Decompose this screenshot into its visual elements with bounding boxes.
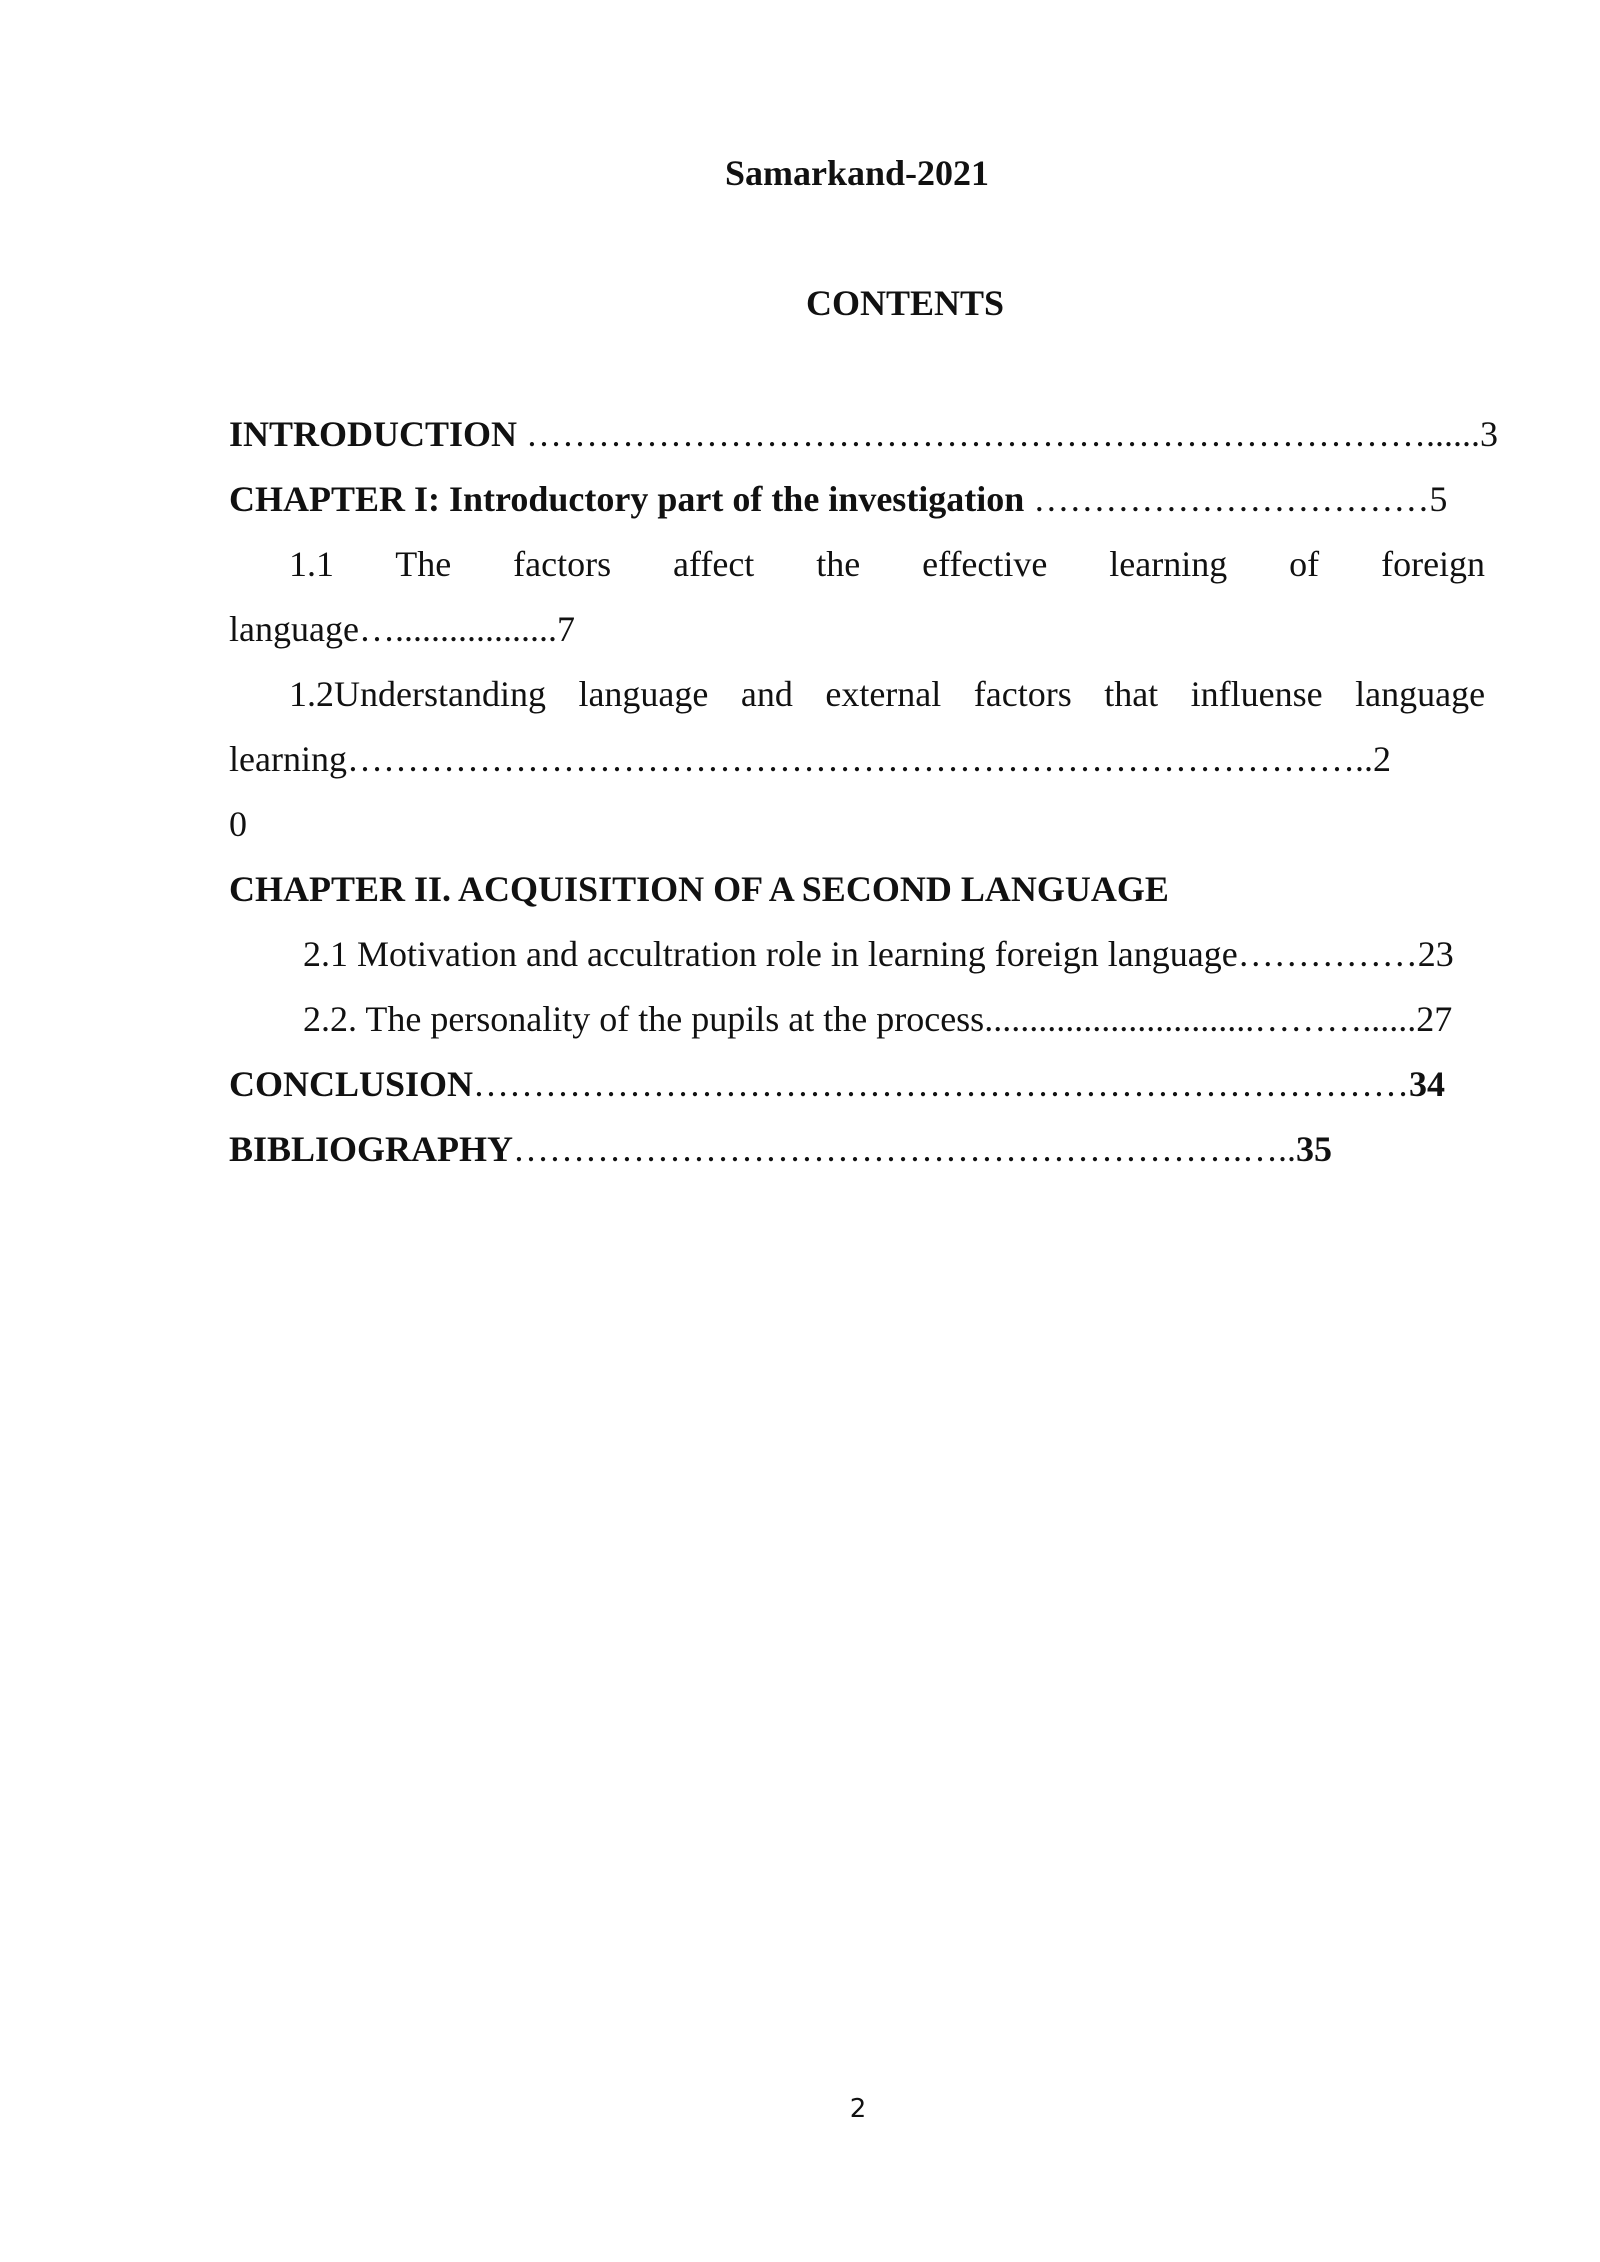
toc-leader: ..............................………...... <box>984 999 1417 1039</box>
toc-label: 2.2. The personality of the pupils at the process <box>303 999 985 1039</box>
toc-leader: …………………………… <box>1024 479 1430 519</box>
toc-word: effective <box>922 544 1048 584</box>
toc-page: 34 <box>1409 1064 1446 1104</box>
city-year-heading: Samarkand-2021 <box>724 153 990 193</box>
toc-label: CONCLUSION <box>229 1064 474 1104</box>
toc-entry-1-1-line1[interactable] <box>289 540 1485 588</box>
toc-page: 23 <box>1417 934 1454 974</box>
toc-word: 1.2Understanding <box>289 674 546 714</box>
toc-entry-chapter-1[interactable] <box>229 475 1447 523</box>
toc-entry-1-1-line2[interactable]: language…..................7 <box>229 609 575 649</box>
toc-word: factors <box>513 544 612 584</box>
toc-entry-2-2[interactable] <box>303 995 1452 1043</box>
toc-page: 35 <box>1296 1129 1333 1169</box>
toc-entry-introduction[interactable] <box>229 410 1498 458</box>
toc-word: foreign <box>1381 544 1486 584</box>
toc-word: The <box>395 544 452 584</box>
toc-entry-1-2-line1[interactable] <box>289 670 1485 718</box>
toc-word: language <box>578 674 709 714</box>
toc-leader: …………………………………………………….….. <box>513 1129 1297 1169</box>
toc-entry-bibliography[interactable] <box>229 1125 1332 1173</box>
toc-word: and <box>740 674 793 714</box>
toc-page: 5 <box>1429 479 1448 519</box>
toc-page: 27 <box>1416 999 1453 1039</box>
toc-label: BIBLIOGRAPHY <box>229 1129 514 1169</box>
toc-leader: …………………………………………………………………… <box>473 1064 1410 1104</box>
toc-word: 1.1 <box>289 544 334 584</box>
toc-entry-conclusion[interactable] <box>229 1060 1445 1108</box>
toc-leader: …………………………………………………………………...... <box>517 414 1481 454</box>
toc-word: learning <box>1109 544 1228 584</box>
toc-word: of <box>1289 544 1320 584</box>
toc-word: external <box>825 674 942 714</box>
page-number: 2 <box>849 2094 867 2124</box>
toc-word: the <box>816 544 861 584</box>
toc-label: INTRODUCTION <box>229 414 518 454</box>
toc-entry-1-2-line2[interactable]: learning…………………………………………………………………………..2 <box>229 739 1391 779</box>
toc-word: that <box>1104 674 1159 714</box>
toc-label: 2.1 Motivation and accultration role in learning foreign language <box>303 934 1238 974</box>
toc-word: factors <box>973 674 1072 714</box>
toc-word: language <box>1355 674 1486 714</box>
contents-title: CONTENTS <box>805 283 1005 323</box>
toc-entry-2-1[interactable] <box>303 930 1454 978</box>
toc-page: 3 <box>1480 414 1499 454</box>
toc-leader: …………… <box>1237 934 1418 974</box>
toc-word: affect <box>673 544 755 584</box>
toc-entry-chapter-2[interactable]: CHAPTER II. ACQUISITION OF A SECOND LANGUAGE <box>229 869 1169 909</box>
toc-word: influense <box>1190 674 1323 714</box>
toc-entry-1-2-line3[interactable]: 0 <box>229 804 247 844</box>
toc-label: CHAPTER I: Introductory part of the investigation <box>229 479 1025 519</box>
